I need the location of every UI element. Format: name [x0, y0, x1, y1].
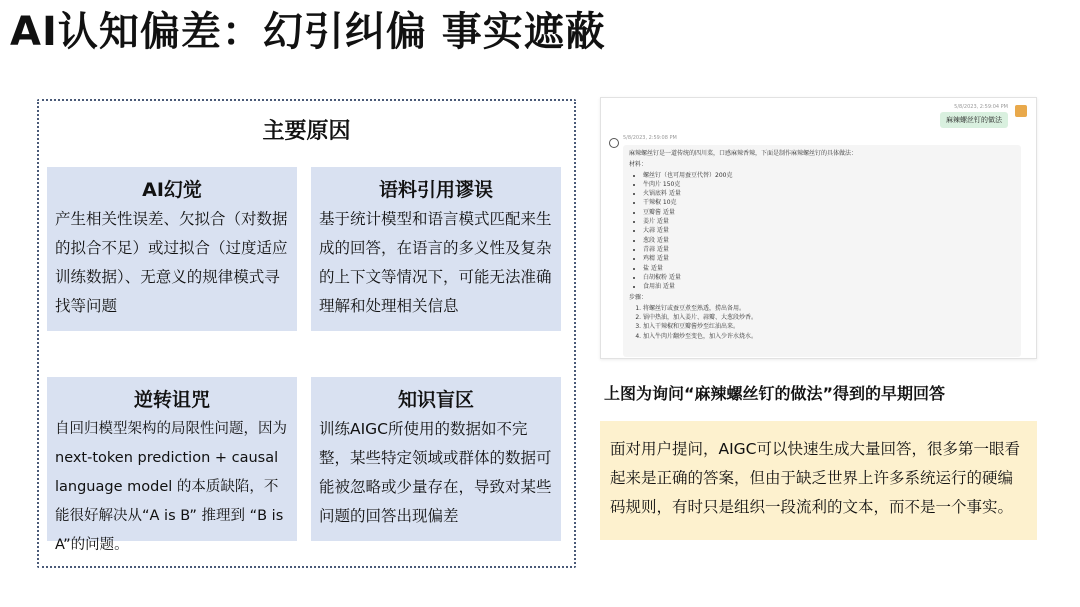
- user-message-time: 5/8/2023, 2:59:04 PM: [954, 104, 1008, 110]
- list-item: • 干辣椒 10克: [643, 198, 1015, 207]
- card-body: 自回归模型架构的局限性问题，因为next-token prediction + causal language model 的本质缺陷，不能很好解决从“A is B” 推理到 “B is A”的问题。: [55, 421, 287, 553]
- panel-heading: 主要原因: [262, 119, 351, 144]
- causes-panel: [37, 99, 576, 568]
- card-title: 知识盲区: [397, 389, 474, 411]
- answer-intro: 麻辣螺丝钉是一道传统的四川菜，口感麻辣香辣，下面是制作麻辣螺丝钉的具体做法：: [629, 150, 858, 157]
- list-item: • 姜片 适量: [643, 217, 1015, 226]
- card-title: 语料引用谬误: [378, 179, 493, 201]
- bot-message-time: 5/8/2023, 2:59:08 PM: [623, 135, 677, 141]
- list-item: • 食用油 适量: [643, 282, 1015, 291]
- card-body: 产生相关性误差、欠拟合（对数据的拟合不足）或过拟合（过度适应训练数据）、无意义的规律模式寻找等问题: [55, 210, 288, 315]
- bot-avatar-icon: [609, 138, 619, 148]
- cause-card-ai-hallucination: [47, 167, 297, 331]
- list-item: • 葱段 适量: [643, 236, 1015, 245]
- steps-label: 步骤：: [629, 294, 648, 302]
- card-body: 训练AIGC所使用的数据如不完整，某些特定领域或群体的数据可能被忽略或少量存在，导致对某些问题的回答出现偏差: [319, 420, 552, 525]
- list-item: • 鸡精 适量: [643, 254, 1015, 263]
- steps-list: [629, 304, 1015, 341]
- user-message-bubble: 麻辣螺丝钉的做法: [940, 112, 1008, 128]
- user-avatar-icon: [1015, 105, 1027, 117]
- explanation-note: 面对用户提问，AIGC可以快速生成大量回答，很多第一眼看起来是正确的答案，但由于缺乏世界上许多系统运行的硬编码规则，有时只是组织一段流利的文本，而不是一个事实。: [600, 421, 1037, 540]
- card-title: 逆转诅咒: [133, 389, 210, 411]
- screenshot-caption: 上图为询问“麻辣螺丝钉的做法”得到的早期回答: [604, 384, 946, 403]
- card-body: 基于统计模型和语言模式匹配来生成的回答，在语言的多义性及复杂的上下文等情况下，可能无法准确理解和处理相关信息: [319, 210, 552, 315]
- list-item: • 火锅底料 适量: [643, 189, 1015, 198]
- slide-title: AI认知偏差：幻引纠偏 事实遮蔽: [10, 9, 606, 55]
- list-item: 1. 将螺丝钉或蚕豆煮至熟透，捞出备用。: [643, 304, 1015, 313]
- list-item: • 牛肉片 150克: [643, 180, 1015, 189]
- list-item: • 豆瓣酱 适量: [643, 208, 1015, 217]
- list-item: 3. 加入干辣椒和豆瓣酱炒至红油出来。: [643, 322, 1015, 331]
- cause-card-knowledge-blind-spot: [311, 377, 561, 541]
- list-item: • 青蒜 适量: [643, 245, 1015, 254]
- materials-label: 材料：: [629, 161, 648, 169]
- list-item: • 螺丝钉（也可用蚕豆代替）200克: [643, 171, 1015, 180]
- list-item: 4. 加入牛肉片翻炒至变色，加入少许水烧水。: [643, 332, 1015, 341]
- cause-card-corpus-citation-error: [311, 167, 561, 331]
- list-item: • 白胡椒粉 适量: [643, 273, 1015, 282]
- bot-answer: [623, 145, 1021, 357]
- cause-card-reversal-curse: [47, 377, 297, 553]
- materials-list: [629, 171, 1015, 292]
- chat-screenshot: [600, 97, 1037, 359]
- list-item: • 盐 适量: [643, 264, 1015, 273]
- list-item: 2. 锅中热油，加入姜片、蒜瓣、大葱段炒香。: [643, 313, 1015, 322]
- card-title: AI幻觉: [142, 179, 202, 201]
- list-item: • 大蒜 适量: [643, 226, 1015, 235]
